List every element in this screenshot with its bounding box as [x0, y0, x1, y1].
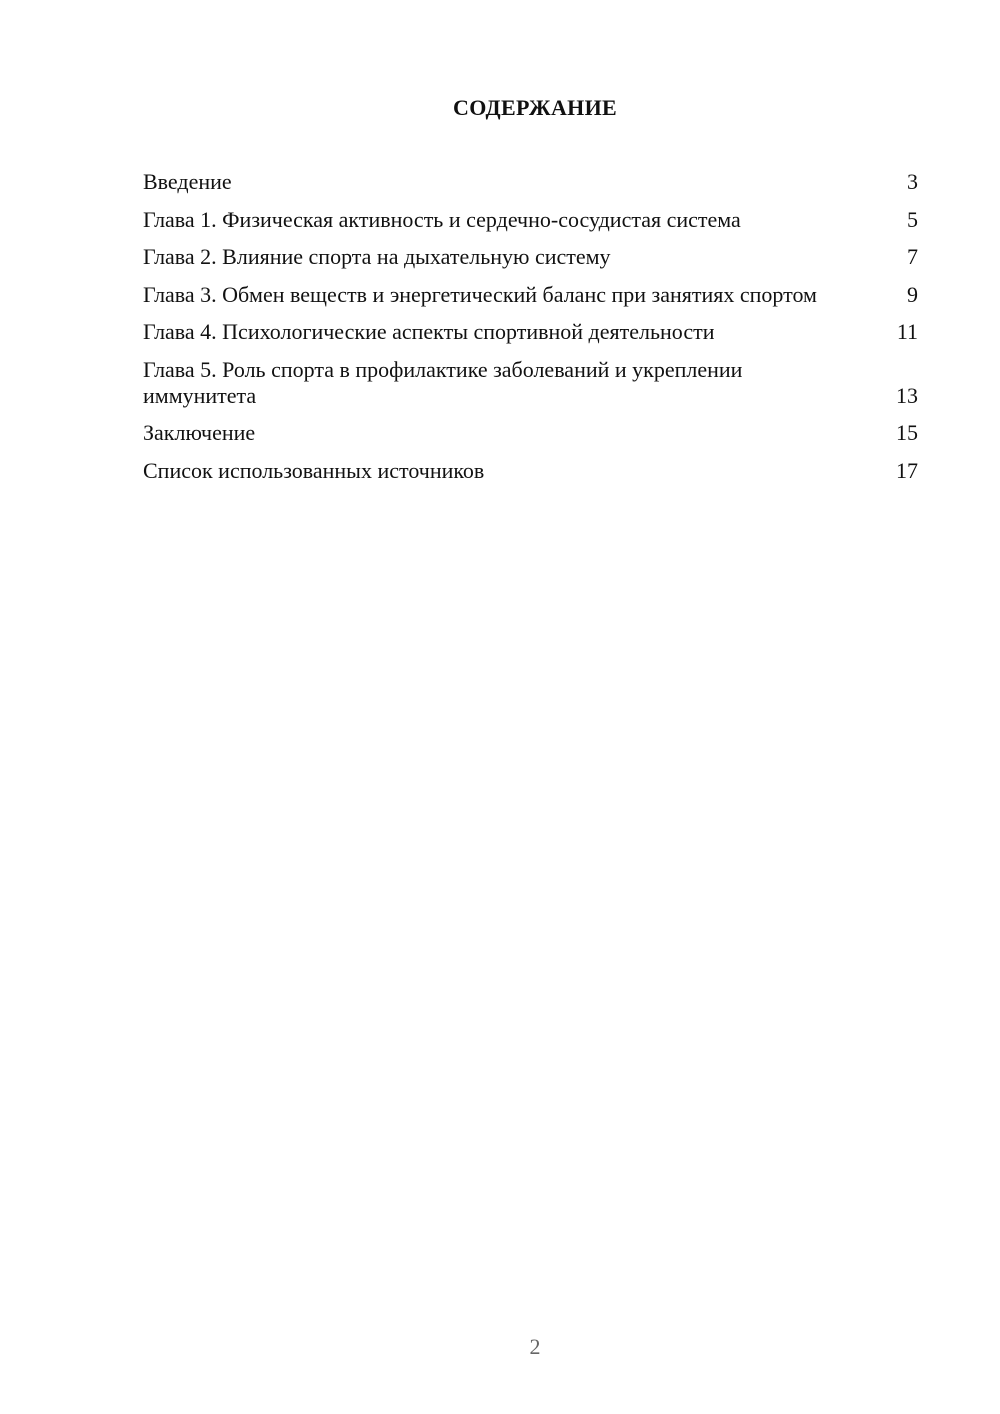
toc-entry-page: 11 [896, 319, 918, 344]
toc-entry-label: Глава 1. Физическая активность и сердечно-сосудистая система [143, 206, 741, 232]
toc-entry-page: 17 [896, 457, 918, 483]
toc-entry-label: Заключение [143, 420, 256, 445]
toc-entry-references [143, 458, 918, 484]
toc-entry-label: Введение [143, 169, 232, 194]
toc-entry-label: Глава 4. Психологические аспекты спортивной деятельности [143, 319, 715, 344]
toc-entry-conclusion [143, 420, 918, 446]
toc-entry-page: 3 [907, 169, 918, 194]
toc-entry-introduction [143, 169, 918, 195]
table-of-contents [143, 169, 918, 495]
toc-entry-chapter-2 [143, 244, 918, 270]
toc-entry-page: 5 [907, 206, 918, 232]
page-number: 2 [529, 1334, 541, 1359]
toc-entry-page: 15 [896, 420, 918, 445]
toc-entry-label: Глава 2. Влияние спорта на дыхательную систему [143, 244, 611, 269]
toc-entry-label: Глава 5. Роль спорта в профилактике заболеваний и укреплении иммунитета [143, 356, 743, 408]
toc-entry-chapter-1 [143, 207, 918, 233]
toc-entry-label: Глава 3. Обмен веществ и энергетический баланс при занятиях спортом [143, 281, 817, 307]
toc-entry-page: 7 [907, 244, 918, 269]
toc-entry-page: 9 [907, 281, 918, 307]
toc-entry-chapter-5 [143, 357, 918, 409]
toc-entry-chapter-3 [143, 282, 918, 308]
toc-entry-page: 13 [896, 382, 918, 408]
toc-title: СОДЕРЖАНИЕ [453, 95, 617, 120]
toc-entry-label: Список использованных источников [143, 457, 485, 483]
toc-entry-chapter-4 [143, 319, 918, 345]
